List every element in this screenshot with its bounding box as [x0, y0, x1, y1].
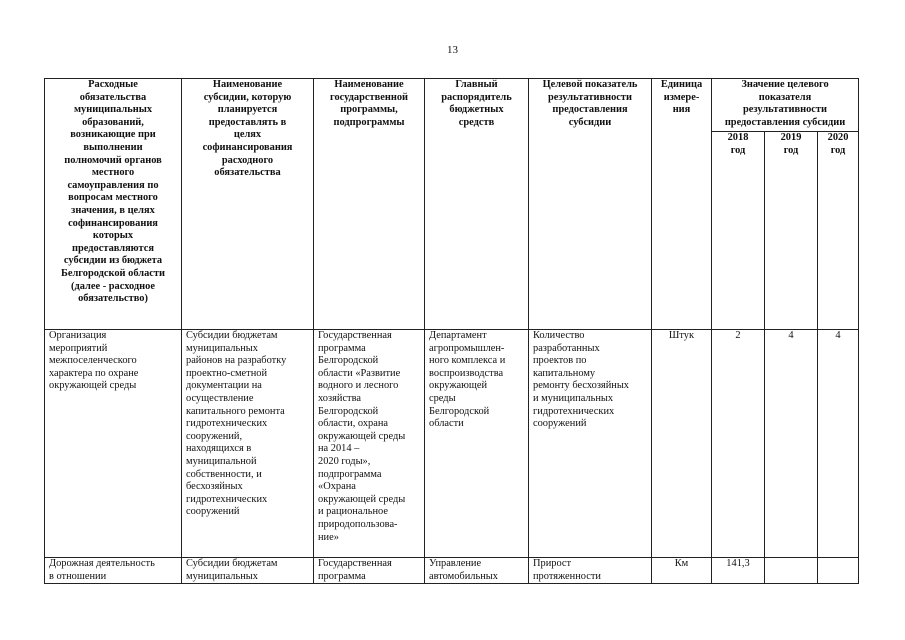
cell-subsidy: Субсидии бюджетам муниципальных районов на разработку проектно-сметной документации на осуществление капитального ремонта гидротехнических сооружений, находящихся в муниципальной собственности, и бесхозяйных гидротехнических сооружений: [182, 330, 314, 558]
page-number: 13: [447, 44, 458, 56]
cell-program: Государственная программа Белгородской области «Развитие водного и лесного хозяйства Белгородской области, охрана окружающей среды на 2014 – 2020 годы», подпрограмма «Охрана окружающей среды и рациональное природопользова- ние»: [314, 330, 425, 558]
cell-obligation: Организация мероприятий межпоселенческого характера по охране окружающей среды: [45, 330, 182, 558]
header-row: [45, 79, 859, 132]
cell-indicator: Прирост протяженности: [529, 558, 652, 584]
cell-manager: Департамент агропромышлен- ного комплекса и воспроизводства окружающей среды Белгородской области: [425, 330, 529, 558]
cell-value-2018: 141,3: [712, 558, 765, 584]
cell-value-2020: 4: [818, 330, 859, 558]
cell-value-2019: 4: [765, 330, 818, 558]
cell-subsidy: Субсидии бюджетам муниципальных: [182, 558, 314, 584]
cell-value-2020: [818, 558, 859, 584]
table-row: [45, 558, 859, 584]
header-year-2019: 2019 год: [765, 132, 818, 330]
header-unit: Единица измере- ния: [652, 79, 712, 330]
header-year-2018: 2018 год: [712, 132, 765, 330]
cell-obligation: Дорожная деятельность в отношении: [45, 558, 182, 584]
header-obligations: Расходные обязательства муниципальных образований, возникающие при выполнении полномочий органов местного самоуправления по вопросам местного значения, в целях софинансирования которых предоставляются субсидии из бюджета Белгородской области (далее - расходное обязательство): [45, 79, 182, 330]
cell-program: Государственная программа: [314, 558, 425, 584]
cell-value-2018: 2: [712, 330, 765, 558]
header-subsidy: Наименование субсидии, которую планируется предоставлять в целях софинансирования расходного обязательства: [182, 79, 314, 330]
cell-manager: Управление автомобильных: [425, 558, 529, 584]
cell-indicator: Количество разработанных проектов по капитальному ремонту бесхозяйных и муниципальных гидротехнических сооружений: [529, 330, 652, 558]
subsidy-table: [44, 78, 859, 584]
header-year-2020: 2020 год: [818, 132, 859, 330]
header-manager: Главный распорядитель бюджетных средств: [425, 79, 529, 330]
header-target-value: Значение целевого показателя результативности предоставления субсидии: [712, 79, 859, 132]
header-program: Наименование государственной программы, подпрограммы: [314, 79, 425, 330]
header-indicator: Целевой показатель результативности предоставления субсидии: [529, 79, 652, 330]
cell-value-2019: [765, 558, 818, 584]
cell-unit: Км: [652, 558, 712, 584]
cell-unit: Штук: [652, 330, 712, 558]
table-row: [45, 330, 859, 558]
